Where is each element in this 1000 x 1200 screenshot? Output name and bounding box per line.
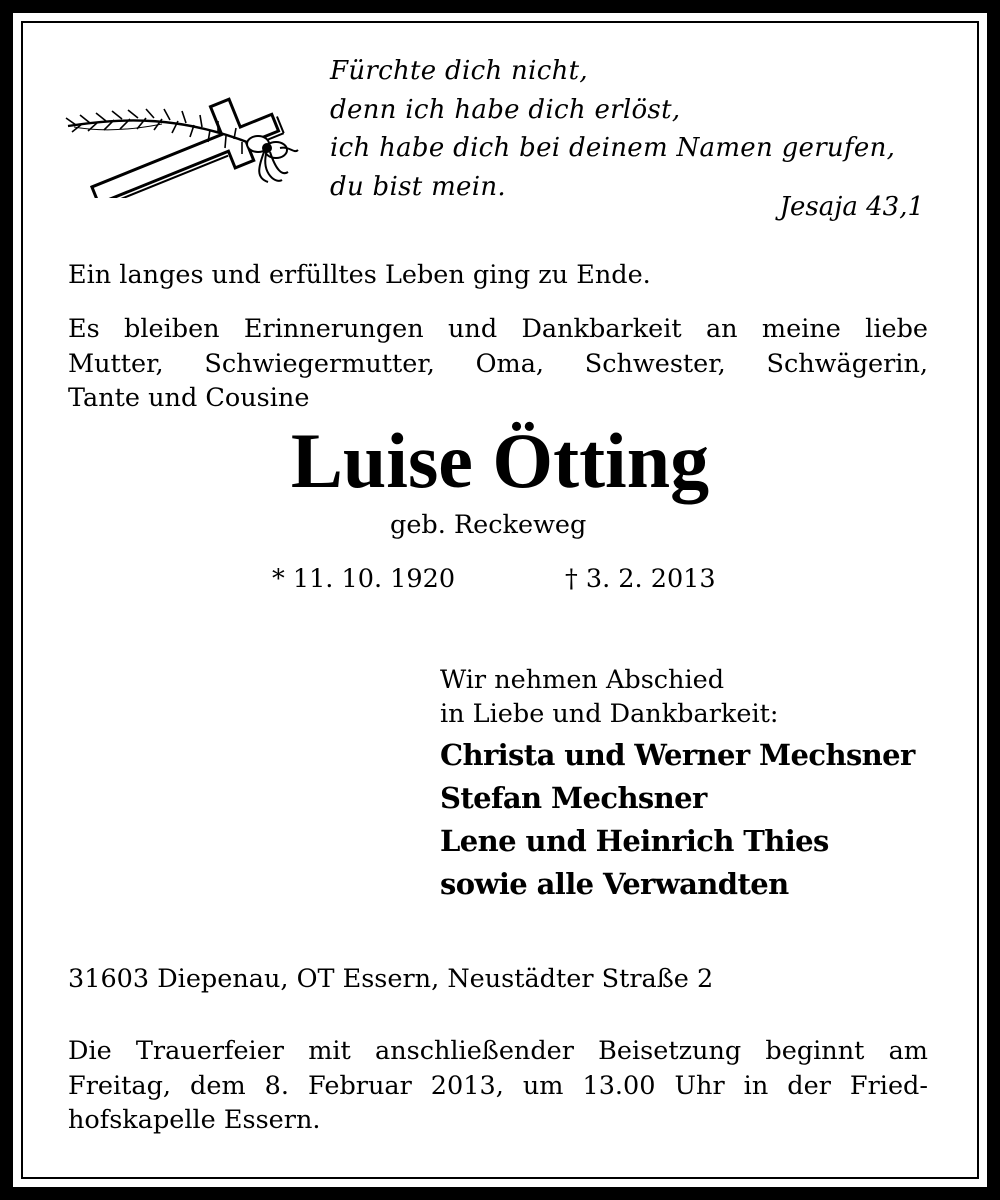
intro-text: Ein langes und erfülltes Leben ging zu Ende. <box>68 260 651 290</box>
maiden-name: geb. Reckeweg <box>390 510 587 540</box>
mourners-list <box>440 734 915 906</box>
mourner: Christa und Werner Mechsner <box>440 738 915 772</box>
farewell-line: Wir nehmen Abschied <box>440 665 725 695</box>
verse-line: Fürchte dich nicht, <box>330 56 588 86</box>
mourner: Lene und Heinrich Thies <box>440 824 829 858</box>
birth-date: * 11. 10. 1920 <box>272 564 456 594</box>
verse-line: ich habe dich bei deinem Namen gerufen, <box>330 133 896 163</box>
death-date: † 3. 2. 2013 <box>565 564 716 594</box>
funeral-line: Die Trauerfeier mit anschließender Beisetzung beginnt am <box>68 1036 928 1066</box>
address: 31603 Diepenau, OT Essern, Neustädter Straße 2 <box>68 964 714 994</box>
verse-reference: Jesaja 43,1 <box>779 192 924 222</box>
deceased-name: Luise Ötting <box>290 417 710 504</box>
farewell-text <box>440 663 778 731</box>
remembrance-line: Mutter, Schwiegermutter, Oma, Schwester, Schwägerin, <box>68 348 928 379</box>
mourner: Stefan Mechsner <box>440 781 707 815</box>
funeral-line: Freitag, dem 8. Februar 2013, um 13.00 Uhr in der Fried- <box>68 1070 928 1101</box>
remembrance-line: Tante und Cousine <box>68 383 310 413</box>
remembrance-line: Es bleiben Erinnerungen und Dankbarkeit an meine liebe <box>68 314 928 344</box>
verse-line: du bist mein. <box>330 171 506 202</box>
remembrance-text <box>68 312 928 416</box>
mourner: sowie alle Verwandten <box>440 867 789 901</box>
funeral-notice <box>68 1034 928 1138</box>
funeral-line: hofskapelle Essern. <box>68 1105 321 1135</box>
bible-verse <box>330 52 930 206</box>
farewell-line: in Liebe und Dankbarkeit: <box>440 699 779 729</box>
cross-with-palm-branch-icon <box>62 88 302 198</box>
verse-line: denn ich habe dich erlöst, <box>330 94 681 125</box>
